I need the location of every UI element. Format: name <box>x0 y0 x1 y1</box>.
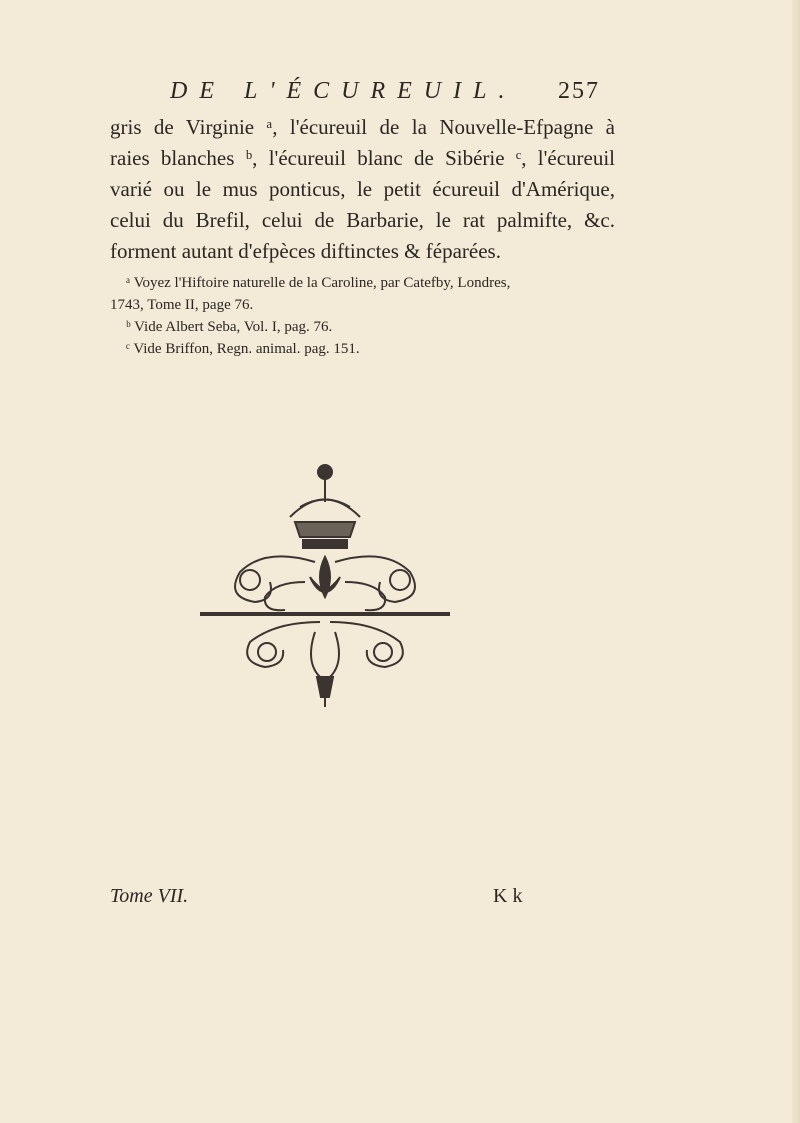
footnote: ᵇ Vide Albert Seba, Vol. I, pag. 76. <box>126 319 333 335</box>
footnote-continuation: 1743, Tome II, page 76. <box>110 297 254 313</box>
footnote: ᵃ Voyez l'Hiftoire naturelle de la Caroline, par Catefby, Londres, <box>126 275 511 291</box>
text-line: raies blanches ᵇ, l'écureuil blanc de Sibérie ᶜ, l'écureuil <box>110 146 615 170</box>
page-number: 257 <box>558 78 600 104</box>
text-line: celui du Brefil, celui de Barbarie, le rat palmifte, &c. <box>110 208 615 232</box>
text-line: forment autant d'efpèces diftinctes & féparées. <box>110 239 501 263</box>
signature-mark: K k <box>493 885 523 907</box>
volume-label: Tome VII. <box>110 885 189 907</box>
running-title: DE L'ÉCUREUIL. <box>170 78 517 104</box>
page-edge <box>792 0 800 1123</box>
text-line: gris de Virginie ᵃ, l'écureuil de la Nouvelle-Efpagne à <box>110 115 615 139</box>
footnote: ᶜ Vide Briffon, Regn. animal. pag. 151. <box>126 341 360 357</box>
main-text <box>110 112 615 267</box>
crown-vignette-ornament <box>195 462 455 712</box>
running-header <box>160 70 600 110</box>
text-line: varié ou le mus ponticus, le petit écureuil d'Amérique, <box>110 177 615 201</box>
footnotes <box>110 272 615 360</box>
